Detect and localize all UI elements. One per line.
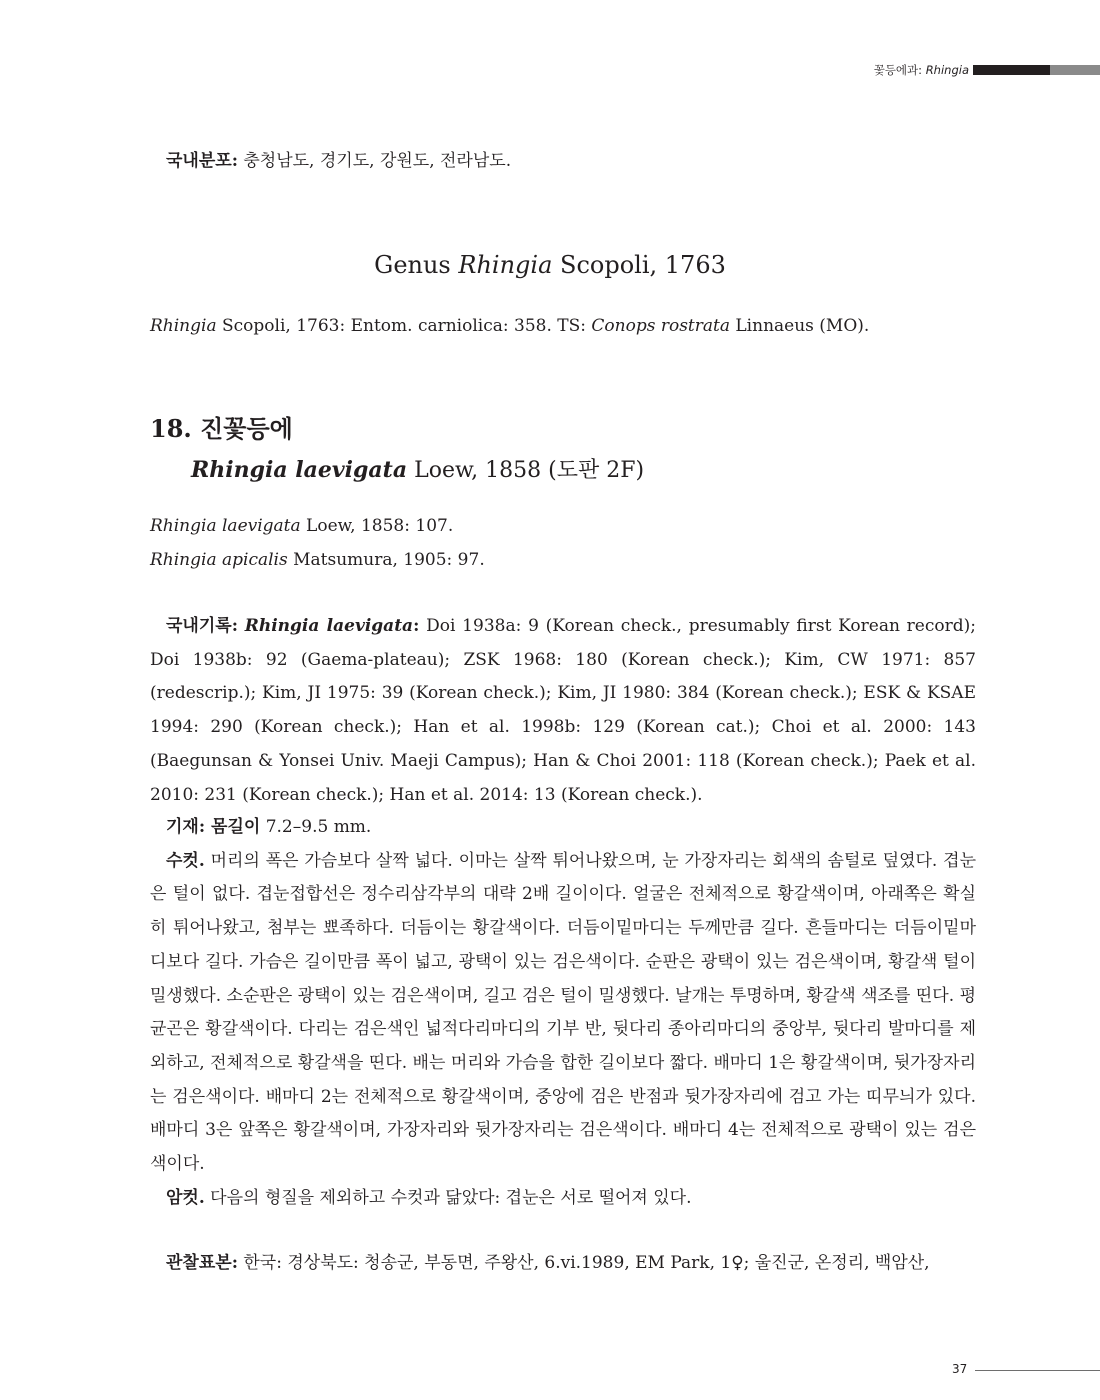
- species-number: 18.: [150, 414, 192, 443]
- records-text: Doi 1938a: 9 (Korean check., presumably first Korean record); Doi 1938b: 92 (Gaema-plateau); ZSK 1968: 180 (Korean check.); Kim, CW 1971: 857 (redescrip.); Kim, JI 1975: 39 (Korean check.); Kim, JI 1980: 384 (Korean check.); ESK & KSAE 1994: 290 (Korean check.); Han et al. 1998b: 129 (Korean cat.); Choi et al. 2000: 143 (Baegunsan & Yonsei Univ. Maeji Campus); Han & Choi 2001: 118 (Korean check.); Paek et al. 2010: 231 (Korean check.); Han et al. 2014: 13 (Korean check.).: [150, 616, 976, 805]
- male-description: 수컷. 머리의 폭은 가슴보다 살짝 넓다. 이마는 살짝 튀어나왔으며, 눈 가장자리는 회색의 솜털로 덮였다. 겹눈은 털이 없다. 겹눈접합선은 정수리삼각부의 대략 2배 길이이다. 얼굴은 전체적으로 황갈색이며, 아래쪽은 확실히 튀어나왔고, 첨부는 뾰족하다. 더듬이는 황갈색이다. 더듬이밑마디는 두께만큼 길다. 흔들마디는 더듬이밑마디보다 길다. 가슴은 길이만큼 폭이 넓고, 광택이 있는 검은색이다. 순판은 광택이 있는 검은색이며, 황갈색 털이 밀생했다. 소순판은 광택이 있는 검은색이며, 길고 검은 털이 밀생했다. 날개는 투명하며, 황갈색 색조를 띤다. 평균곤은 황갈색이다. 다리는 검은색인 넓적다리마디의 기부 반, 뒷다리 종아리마디의 중앙부, 뒷다리 발마디를 제외하고, 전체적으로 황갈색을 띤다. 배는 머리와 가슴을 합한 길이보다 짧다. 배마디 1은 황갈색이며, 뒷가장자리는 검은색이다. 배마디 2는 전체적으로 황갈색이며, 중앙에 검은 반점과 뒷가장자리에 검고 가는 띠무늬가 있다. 배마디 3은 앞쪽은 황갈색이며, 가장자리와 뒷가장자리는 검은색이다. 배마디 4는 전체적으로 광택이 있는 검은색이다.: [150, 850, 976, 1175]
- running-head-bar-dark: [973, 65, 1050, 75]
- running-head-bar-grey: [1050, 65, 1100, 75]
- genus-heading: Genus Rhingia Scopoli, 1763: [374, 251, 726, 279]
- species-scientific-name: Rhingia laevigata: [191, 457, 408, 483]
- genus-name: Rhingia: [458, 251, 553, 279]
- synonym-item: Rhingia laevigata Loew, 1858: 107.: [150, 516, 454, 536]
- female-description: 암컷. 다음의 형질을 제외하고 수컷과 닮았다: 겹눈은 서로 떨어져 있다.: [166, 1187, 692, 1208]
- records-species: Rhingia laevigata: [244, 616, 414, 636]
- genus-citation: Rhingia Scopoli, 1763: Entom. carniolica: 358. TS: Conops rostrata Linnaeus (MO).: [150, 316, 870, 336]
- distribution-text: 충청남도, 경기도, 강원도, 전라남도.: [237, 151, 512, 171]
- species-author: Loew, 1858 (도판 2F): [407, 458, 645, 483]
- description-section: [150, 811, 976, 1215]
- running-head-text: 꽃등에과: Rhingia: [873, 63, 969, 77]
- distribution-paragraph: [150, 145, 976, 179]
- species-heading: [150, 408, 644, 491]
- specimens-text: 한국: 경상북도: 청송군, 부동면, 주왕산, 6.vi.1989, EM Park, 1♀; 울진군, 온정리, 백암산,: [237, 1253, 930, 1273]
- records-label: 국내기록:: [166, 616, 238, 636]
- species-number-line: [150, 408, 644, 450]
- type-species: Conops rostrata: [591, 316, 730, 336]
- body-length-line: 기재: 몸길이 7.2–9.5 mm.: [166, 817, 372, 837]
- specimens-paragraph: [150, 1247, 976, 1281]
- synonym-list: [150, 510, 976, 577]
- specimens-label: 관찰표본:: [166, 1253, 238, 1273]
- records-paragraph: 국내기록: Rhingia laevigata: Doi 1938a: 9 (Korean check., presumably first Korean record); Doi 1938b: 92 (Gaema-plateau); ZSK 1968: 180 (Korean check.); Kim, CW 1971: 857 (redescrip.); Kim, JI 1975: 39 (Korean check.); Kim, JI 1980: 384 (Korean check.); ESK & KSAE 1994: 290 (Korean check.); Han et al. 1998b: 129 (Korean cat.); Choi et al. 2000: 143 (Baegunsan & Yonsei Univ. Maeji Campus); Han & Choi 2001: 118 (Korean check.); Paek et al. 2010: 231 (Korean check.); Han et al. 2014: 13 (Korean check.).: [150, 616, 976, 805]
- synonym-item: Rhingia apicalis Matsumura, 1905: 97.: [150, 549, 485, 570]
- species-korean-name: 진꽃등에: [200, 414, 293, 443]
- distribution-label: 국내분포:: [166, 151, 238, 171]
- footer-rule: [975, 1370, 1100, 1371]
- running-head: [874, 63, 1100, 77]
- page-number: 37: [952, 1362, 968, 1376]
- species-name-line: [150, 450, 644, 491]
